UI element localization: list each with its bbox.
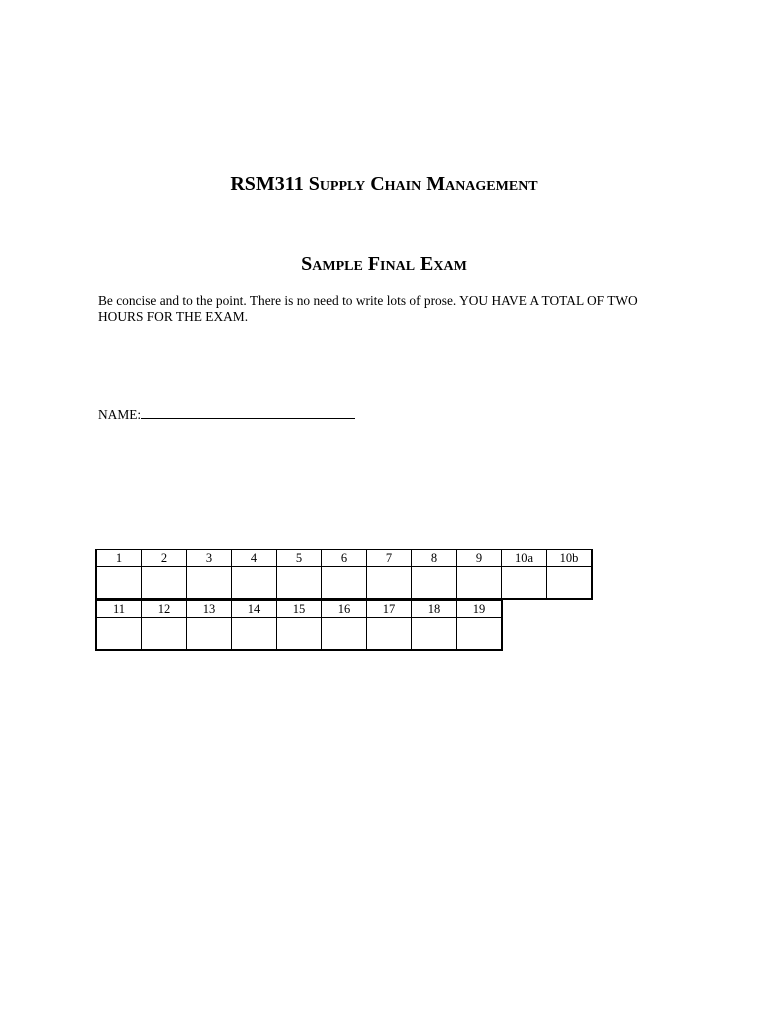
question-number-row xyxy=(96,601,502,618)
question-number-cell: 16 xyxy=(322,601,367,618)
question-number-cell: 10b xyxy=(547,550,593,567)
score-cell[interactable] xyxy=(322,567,367,600)
question-number-cell: 6 xyxy=(322,550,367,567)
score-entry-row xyxy=(96,618,502,651)
score-cell[interactable] xyxy=(232,618,277,651)
question-number-row xyxy=(96,550,592,567)
score-cell[interactable] xyxy=(457,618,503,651)
score-cell[interactable] xyxy=(187,567,232,600)
score-cell[interactable] xyxy=(457,567,502,600)
score-cell[interactable] xyxy=(502,567,547,600)
course-title xyxy=(0,173,768,196)
score-cell[interactable] xyxy=(142,618,187,651)
score-cell[interactable] xyxy=(142,567,187,600)
name-blank-line[interactable] xyxy=(141,405,355,419)
exam-instructions: Be concise and to the point. There is no need to write lots of prose. YOU HAVE A TOTAL OF TWO HOURS FOR THE EXAM. xyxy=(98,293,638,324)
score-cell[interactable] xyxy=(412,618,457,651)
score-cell[interactable] xyxy=(367,567,412,600)
question-number-cell: 17 xyxy=(367,601,412,618)
score-cell[interactable] xyxy=(232,567,277,600)
question-number-cell: 10a xyxy=(502,550,547,567)
course-code: RSM311 xyxy=(230,173,304,195)
question-number-cell: 2 xyxy=(142,550,187,567)
score-cell[interactable] xyxy=(412,567,457,600)
score-cell[interactable] xyxy=(277,618,322,651)
question-number-cell: 7 xyxy=(367,550,412,567)
question-number-cell: 4 xyxy=(232,550,277,567)
question-number-cell: 18 xyxy=(412,601,457,618)
score-cell[interactable] xyxy=(96,567,142,600)
question-number-cell: 8 xyxy=(412,550,457,567)
score-cell[interactable] xyxy=(96,618,142,651)
name-field xyxy=(98,405,355,423)
question-number-cell: 12 xyxy=(142,601,187,618)
question-number-cell: 11 xyxy=(96,601,142,618)
score-cell[interactable] xyxy=(322,618,367,651)
question-number-cell: 5 xyxy=(277,550,322,567)
score-table-row-1 xyxy=(95,549,593,600)
question-number-cell: 19 xyxy=(457,601,503,618)
question-number-cell: 9 xyxy=(457,550,502,567)
score-cell[interactable] xyxy=(187,618,232,651)
question-number-cell: 15 xyxy=(277,601,322,618)
name-label: NAME: xyxy=(98,407,142,422)
question-number-cell: 14 xyxy=(232,601,277,618)
score-cell[interactable] xyxy=(367,618,412,651)
question-number-cell: 3 xyxy=(187,550,232,567)
score-cell[interactable] xyxy=(277,567,322,600)
question-number-cell: 13 xyxy=(187,601,232,618)
score-table-row-2 xyxy=(95,600,503,651)
score-entry-row xyxy=(96,567,592,600)
exam-title: Sample Final Exam xyxy=(301,253,467,275)
course-name: Supply Chain Management xyxy=(308,173,538,195)
score-cell[interactable] xyxy=(547,567,593,600)
question-number-cell: 1 xyxy=(96,550,142,567)
